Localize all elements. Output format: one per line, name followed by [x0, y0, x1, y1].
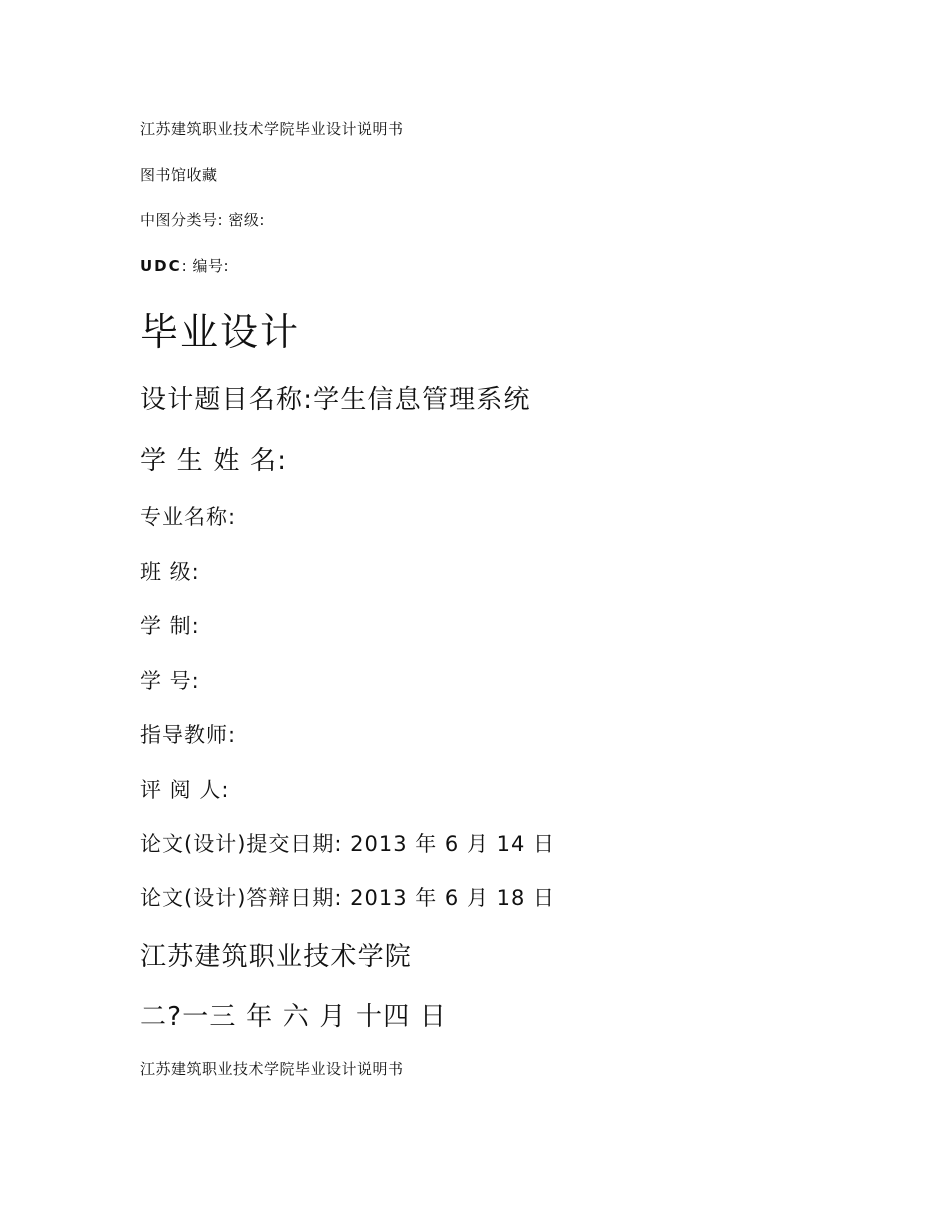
- major-field: 专业名称:: [140, 505, 237, 529]
- page-header: 江苏建筑职业技术学院毕业设计说明书: [140, 120, 404, 138]
- defense-date-field: 论文(设计)答辩日期: 2013 年 6 月 18 日: [140, 886, 556, 910]
- date-line: 二?一三 年 六 月 十四 日: [140, 1002, 448, 1032]
- submit-date-field: 论文(设计)提交日期: 2013 年 6 月 14 日: [140, 832, 556, 856]
- advisor-field: 指导教师:: [140, 723, 237, 747]
- udc-label: UDC: [140, 257, 182, 275]
- main-title: 毕业设计: [140, 310, 301, 354]
- page-footer: 江苏建筑职业技术学院毕业设计说明书: [140, 1060, 404, 1078]
- project-title: 设计题目名称:学生信息管理系统: [140, 385, 531, 415]
- classification-line: 中图分类号: 密级:: [140, 211, 265, 229]
- student-id-field: 学 号:: [140, 669, 200, 693]
- program-length-field: 学 制:: [140, 614, 200, 638]
- institution-name: 江苏建筑职业技术学院: [140, 942, 413, 972]
- student-name-field: 学 生 姓 名:: [140, 446, 288, 476]
- udc-line: [140, 257, 229, 275]
- library-collection-label: 图书馆收藏: [140, 166, 218, 184]
- class-field: 班 级:: [140, 560, 200, 584]
- udc-number-label: : 编号:: [181, 257, 230, 275]
- reviewer-field: 评 阅 人:: [140, 778, 230, 802]
